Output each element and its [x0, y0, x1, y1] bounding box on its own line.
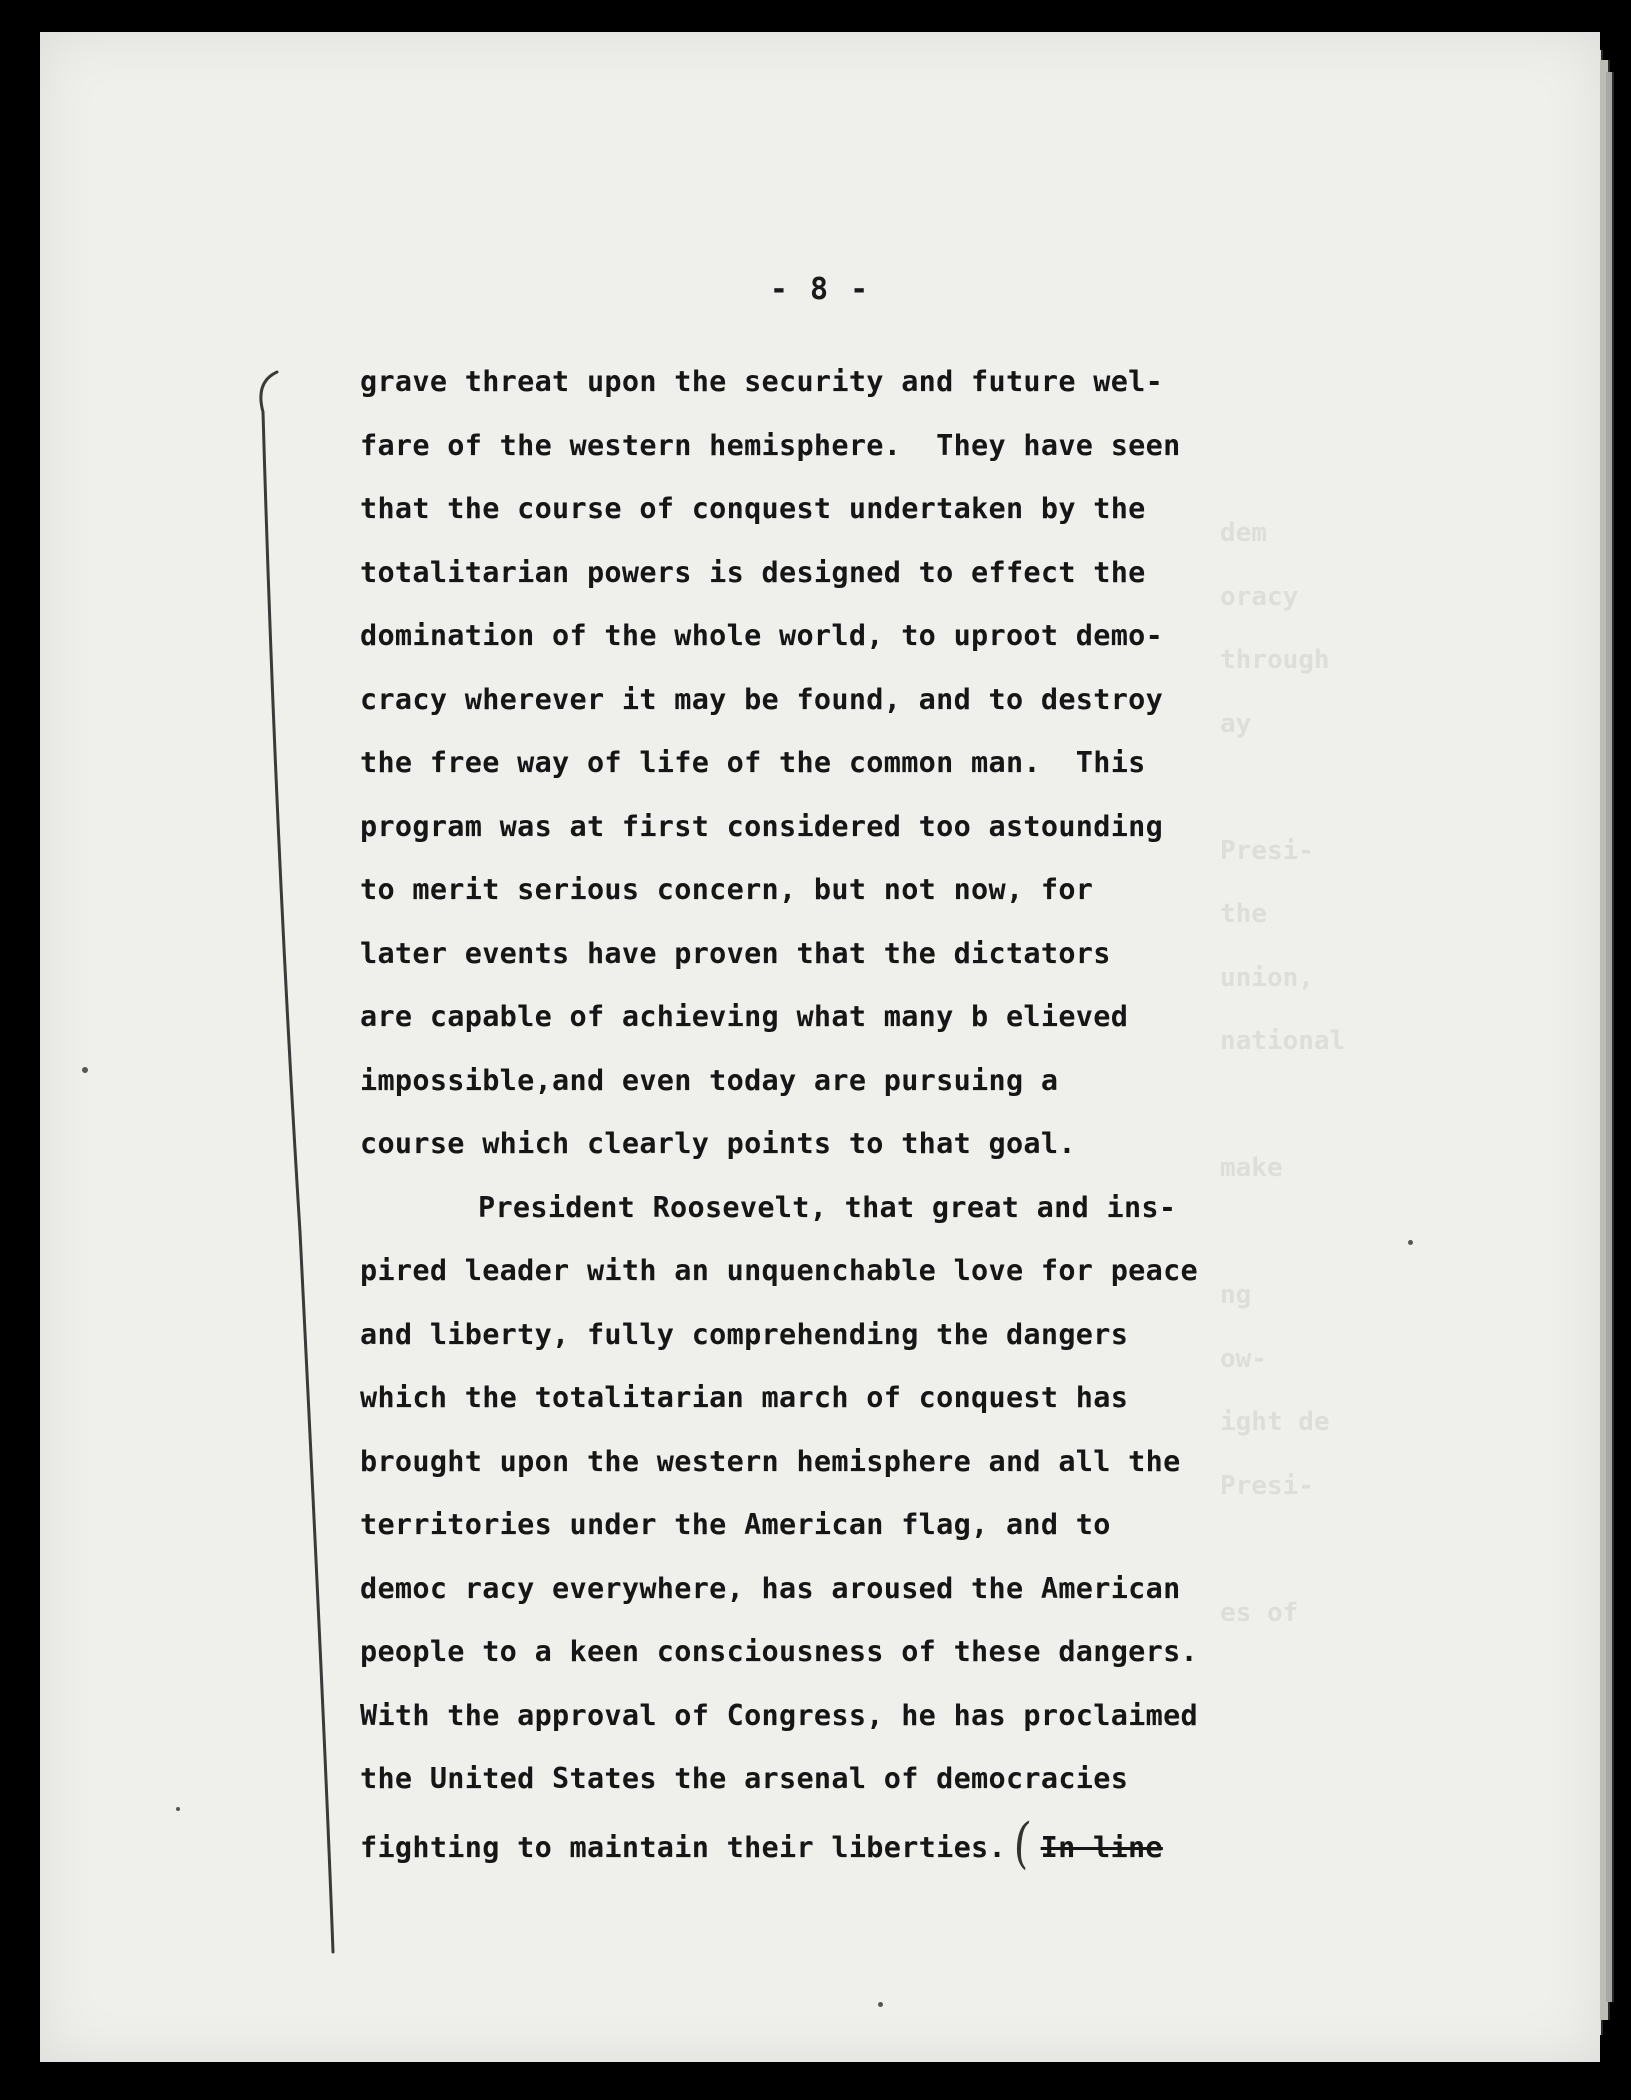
text-line: later events have proven that the dictators [360, 936, 1111, 970]
text-line: democ racy everywhere, has aroused the American [360, 1571, 1181, 1605]
handwritten-bracket-mark: ( [1011, 1809, 1034, 1875]
text-line: brought upon the western hemisphere and all the [360, 1444, 1181, 1478]
scan-speck [878, 2002, 883, 2007]
text-line: domination of the whole world, to uproot demo- [360, 619, 1164, 652]
scan-speck [1408, 1240, 1413, 1245]
text-line: which the totalitarian march of conquest has [360, 1381, 1129, 1414]
body-text [360, 350, 1370, 1874]
text-line: fare of the western hemisphere. They have seen [360, 428, 1181, 462]
text-line: pired leader with an unquenchable love for peace [360, 1254, 1199, 1287]
text-line: to merit serious concern, but not now, for [360, 873, 1094, 906]
struck-through-text: In line [1040, 1830, 1163, 1864]
text-line: totalitarian powers is designed to effect the [360, 555, 1146, 589]
sheet-edge [1606, 72, 1614, 2002]
bleed-through-shadow: dem oracy through ay Presi- the union, national make ng ow- ight de Presi- es of [1220, 518, 1346, 1628]
last-text-line [360, 1811, 1370, 1875]
text-line: impossible,and even today are pursuing a [360, 1063, 1059, 1097]
text-line: the United States the arsenal of democracies [360, 1762, 1129, 1795]
scan-speck [82, 1067, 88, 1073]
text-line: With the approval of Congress, he has proclaimed [360, 1698, 1199, 1732]
scan-speck [176, 1807, 180, 1811]
text-line: territories under the American flag, and to [360, 1508, 1111, 1541]
page-number: - 8 - [769, 272, 871, 307]
text-line: people to a keen consciousness of these dangers. [360, 1635, 1199, 1668]
text-line: course which clearly points to that goal. [360, 1127, 1076, 1160]
text-line: are capable of achieving what many b elieved [360, 1000, 1129, 1033]
text-line: program was at first considered too astounding [360, 809, 1164, 843]
paragraph-start-line: President Roosevelt, that great and ins- [478, 1190, 1177, 1224]
text-line: grave threat upon the security and future wel- [360, 365, 1164, 398]
text-line: the free way of life of the common man. This [360, 746, 1146, 779]
typewritten-page [40, 32, 1600, 2062]
text-line: cracy wherever it may be found, and to destroy [360, 682, 1164, 716]
text-line: that the course of conquest undertaken by the [360, 492, 1146, 525]
text-line-content: fighting to maintain their liberties. [360, 1830, 1006, 1864]
text-line: and liberty, fully comprehending the dangers [360, 1317, 1129, 1351]
